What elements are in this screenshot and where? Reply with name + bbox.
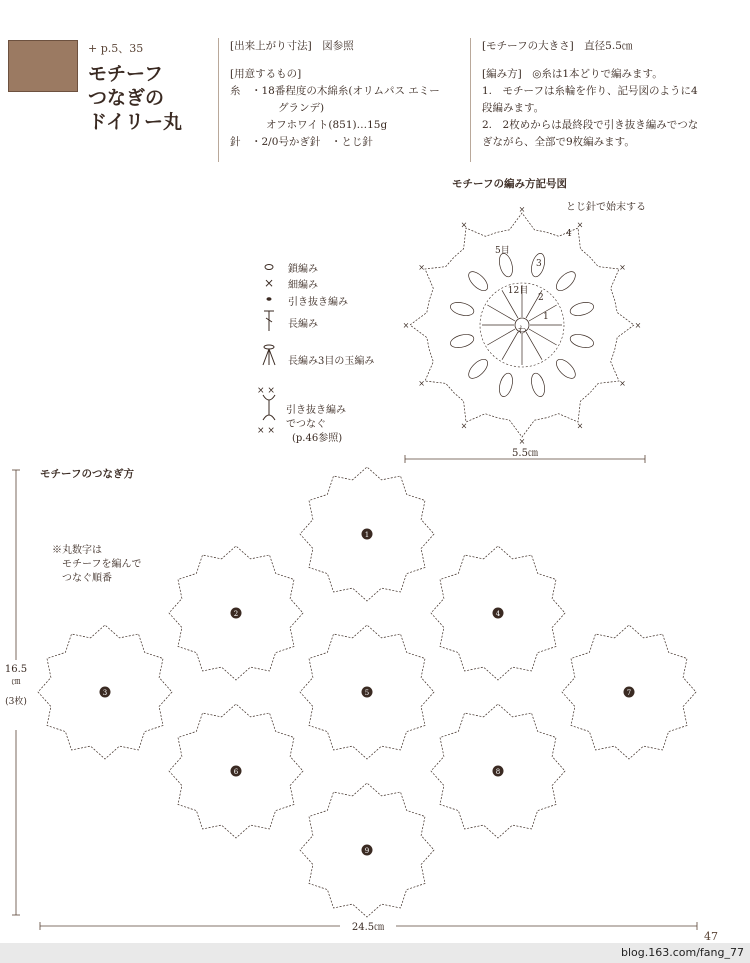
chain-stitch-icon — [265, 265, 273, 270]
motif-size-value: 直径5.5㎝ — [584, 40, 633, 52]
cluster-petal — [529, 372, 547, 398]
page-reference: + p.5、35 — [88, 42, 144, 55]
cluster-petal — [449, 332, 475, 350]
motif-number: 1 — [364, 531, 370, 539]
join-line-2: でつなぐ — [286, 419, 326, 430]
width-label: 24.5㎝ — [351, 922, 385, 933]
size-value: 図参照 — [322, 40, 354, 52]
motif-number: 5 — [364, 689, 370, 697]
double-crochet-stitch — [529, 329, 557, 345]
motif-number: 2 — [233, 610, 239, 618]
single-crochet-mark: × — [634, 321, 642, 330]
size-label: [出来上がり寸法] — [230, 40, 312, 52]
joining-motifs — [38, 467, 696, 917]
ring-label: わ — [517, 326, 527, 336]
needle-line: 針 ・2/0号かぎ針 ・とじ針 — [230, 136, 373, 148]
cluster-petal — [553, 356, 578, 381]
height-label-unit: ㎝ — [11, 677, 21, 687]
single-crochet-mark: × — [518, 205, 526, 214]
step1-line-2: 段編みます。 — [482, 102, 545, 114]
double-crochet-stitch — [526, 332, 542, 360]
joining-diagram — [0, 460, 750, 935]
blog-watermark: blog.163.com/fang_77 — [620, 946, 744, 959]
pattern-title — [88, 62, 182, 134]
single-crochet-mark: × — [518, 437, 526, 446]
double-crochet-icon — [264, 311, 274, 331]
page-number: 47 — [704, 930, 718, 943]
method-note: ◎糸は1本どりで編みます。 — [532, 68, 663, 80]
single-crochet-mark: × — [619, 379, 626, 388]
cluster-petal — [569, 300, 595, 318]
note-line-3: つなぐ順番 — [62, 573, 112, 584]
step2-line-2: ぎながら、全部で9枚編みます。 — [482, 136, 635, 148]
title-line-3: ドイリー丸 — [88, 111, 183, 133]
finish-note: とじ針で始末する — [566, 202, 646, 213]
motif-number: 7 — [626, 689, 632, 697]
double-crochet-stitch — [502, 332, 518, 360]
legend-cluster-label: 長編み3目の玉編み — [288, 356, 375, 367]
double-crochet-stitch — [487, 305, 515, 321]
title-line-2: つなぎの — [88, 87, 165, 109]
svg-text:× ×: × × — [257, 386, 275, 396]
row-label-2: 2 — [538, 293, 544, 303]
motif-number: 8 — [495, 768, 501, 776]
motif-number: 9 — [364, 847, 370, 855]
cluster-petal — [465, 268, 490, 293]
stitch-count-label: 5目 — [495, 246, 510, 256]
yarn-line-3: オフホワイト(851)…15g — [266, 119, 388, 131]
method-column — [482, 38, 744, 151]
join-line-1: 引き抜き編み — [286, 405, 346, 416]
outer-picot-round — [410, 213, 634, 437]
cluster-petal — [497, 372, 515, 398]
materials-label: [用意するもの] — [230, 68, 302, 80]
motif-number: 4 — [495, 610, 501, 618]
chart-width-label: 5.5㎝ — [512, 448, 538, 459]
column-divider — [470, 38, 471, 162]
motif-symbol-chart — [395, 195, 655, 470]
row-label-3: 3 — [536, 259, 542, 269]
materials-column — [230, 38, 466, 151]
cluster-petal — [553, 268, 578, 293]
step1-line-1: 1. モチーフは糸輪を作り、記号図のように4 — [482, 85, 698, 97]
row-label-1: 1 — [543, 312, 549, 322]
double-crochet-stitch — [487, 329, 515, 345]
single-crochet-mark: × — [576, 421, 584, 431]
note-line-1: ※丸数字は — [52, 545, 102, 556]
doily-thumbnail-image — [8, 40, 78, 92]
height-label-count: (3枚) — [5, 697, 27, 707]
legend-double-label: 長編み — [288, 319, 318, 330]
join-legend — [286, 404, 346, 446]
motif-size-label: [モチーフの大きさ] — [482, 40, 574, 52]
yarn-line-2: グランデ) — [278, 102, 325, 114]
joining-title: モチーフのつなぎ方 — [40, 468, 134, 480]
method-label: [編み方] — [482, 68, 522, 80]
motif-number: 3 — [102, 689, 108, 697]
join-stitch-icon — [257, 386, 275, 436]
single-crochet-mark: × — [460, 220, 468, 230]
column-divider — [218, 38, 219, 162]
slip-stitch-icon — [267, 297, 272, 301]
cluster-petal — [569, 332, 595, 350]
legend-single-label: 細編み — [288, 280, 318, 291]
legend-slip-label: 引き抜き編み — [288, 297, 348, 308]
note-line-2: モチーフを編んで — [62, 559, 142, 570]
single-crochet-mark: × — [619, 263, 626, 272]
height-label-value: 16.5 — [4, 664, 28, 675]
single-crochet-mark: × — [418, 379, 425, 388]
motif-number: 6 — [233, 768, 239, 776]
join-line-3: (p.46参照) — [292, 433, 343, 444]
symbol-chart-title: モチーフの編み方記号図 — [452, 178, 567, 190]
row-label-4: 4 — [566, 229, 572, 239]
single-crochet-icon: × — [263, 276, 275, 290]
title-line-1: モチーフ — [88, 63, 164, 85]
cluster-petal — [465, 356, 490, 381]
single-crochet-mark: × — [576, 220, 584, 230]
svg-text:× ×: × × — [257, 426, 275, 436]
step2-line-1: 2. 2枚めからは最終段で引き抜き編みでつな — [482, 119, 699, 131]
cluster-stitch-icon — [263, 345, 275, 365]
cluster-petal — [449, 300, 475, 318]
single-crochet-mark: × — [402, 321, 410, 330]
single-crochet-mark: × — [460, 421, 468, 431]
legend-chain-label: 鎖編み — [288, 264, 318, 275]
single-crochet-mark: × — [418, 263, 425, 272]
yarn-line-1: 糸 ・18番程度の木綿糸(オリムパス エミー — [230, 85, 440, 97]
stitch-count-label: 12目 — [507, 286, 529, 296]
